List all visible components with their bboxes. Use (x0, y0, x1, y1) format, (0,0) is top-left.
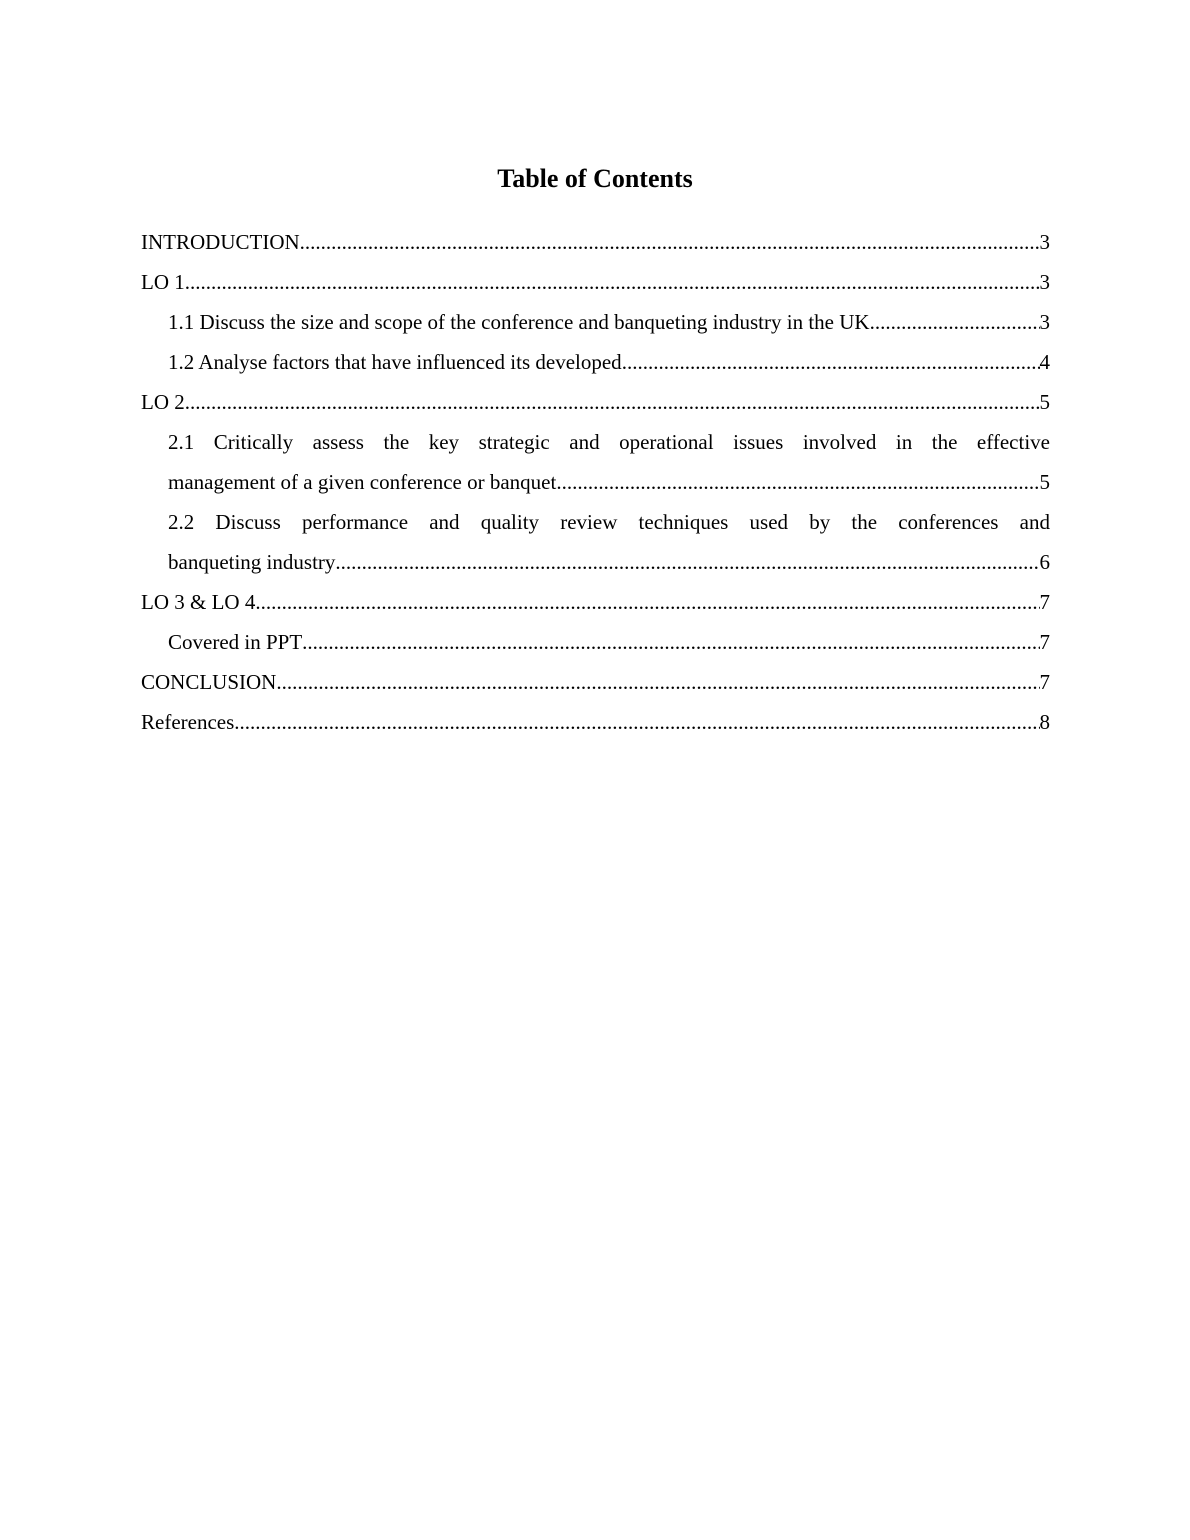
toc-entry-text: LO 1 (141, 270, 185, 294)
toc-entry-text: 1.1 Discuss the size and scope of the conference and banqueting industry in the UK (168, 310, 870, 334)
dot-leader (302, 622, 1039, 662)
toc-page-number: 3 (1039, 230, 1050, 254)
dot-leader (870, 302, 1040, 342)
toc-title: Table of Contents (497, 164, 693, 193)
toc-page-number: 3 (1039, 270, 1050, 294)
toc-entry-2-2[interactable] (141, 502, 1050, 582)
dot-leader (234, 702, 1039, 742)
toc-entry-lo2[interactable] (141, 382, 1050, 422)
dot-leader (622, 342, 1040, 382)
toc-page-number: 3 (1039, 310, 1050, 334)
dot-leader (335, 542, 1039, 582)
toc-entry-lo3-lo4[interactable] (141, 582, 1050, 622)
toc-page-number: 8 (1039, 710, 1050, 734)
toc-entry-1-1[interactable] (141, 302, 1050, 342)
toc-page-number: 7 (1039, 630, 1050, 654)
toc-entry-text-line1: 2.2 Discuss performance and quality review techniques used by the conferences and (168, 510, 1050, 534)
toc-entry-text: 1.2 Analyse factors that have influenced its developed (168, 350, 622, 374)
toc-entry-text: INTRODUCTION (141, 230, 300, 254)
toc-entry-covered-in-ppt[interactable] (141, 622, 1050, 662)
dot-leader (276, 662, 1039, 702)
toc-page-number: 5 (1039, 390, 1050, 414)
toc-entry-text: CONCLUSION (141, 670, 277, 694)
toc-entry-2-1[interactable] (141, 422, 1050, 502)
toc-entry-text: References (141, 710, 235, 734)
toc-entry-text: banqueting industry (168, 550, 336, 574)
toc-entry-lo1[interactable] (141, 262, 1050, 302)
toc-entry-text: LO 3 & LO 4 (141, 590, 256, 614)
dot-leader (300, 222, 1040, 262)
toc-page-number: 4 (1039, 350, 1050, 374)
toc-entry-text-line1: 2.1 Critically assess the key strategic and operational issues involved in the effective (168, 430, 1050, 454)
toc-page-number: 7 (1039, 670, 1050, 694)
toc-entry-introduction[interactable] (141, 222, 1050, 262)
toc-entry-references[interactable] (141, 702, 1050, 742)
dot-leader (185, 382, 1040, 422)
dot-leader (185, 262, 1040, 302)
toc-entry-conclusion[interactable] (141, 662, 1050, 702)
toc-page-number: 7 (1039, 590, 1050, 614)
toc-entry-text: LO 2 (141, 390, 185, 414)
toc-page-number: 6 (1039, 550, 1050, 574)
dot-leader (255, 582, 1039, 622)
toc-entry-text: Covered in PPT (168, 630, 303, 654)
toc-page-number: 5 (1039, 470, 1050, 494)
dot-leader (556, 462, 1039, 502)
toc-entry-1-2[interactable] (141, 342, 1050, 382)
toc-entry-text: management of a given conference or banquet (168, 470, 557, 494)
toc-list (141, 222, 1050, 742)
